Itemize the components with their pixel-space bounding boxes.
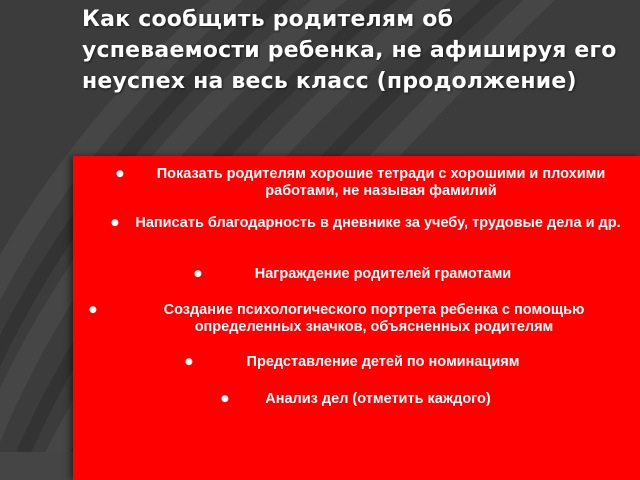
bullet-dot-icon: ● [116, 169, 124, 179]
bullet-item-text: Награждение родителей грамотами [254, 266, 512, 282]
bullet-dot-icon: ● [185, 357, 193, 367]
content-panel [73, 156, 640, 480]
bullet-item-text: Создание психологического портрета ребенка с помощью определенных значков, объясненных родителям [163, 302, 585, 335]
bullet-dot-icon: ● [111, 218, 119, 228]
list-item [223, 391, 533, 408]
list-item [203, 266, 563, 283]
bullet-dot-icon: ● [89, 305, 97, 315]
bullet-item-text: Представление детей по номинациям [246, 354, 520, 370]
list-item [193, 354, 573, 371]
slide-title: Как сообщить родителям об успеваемости ребенка, не афишируя его неуспех на весь класс (продолжение) [82, 7, 617, 94]
list-item [131, 166, 631, 200]
bullet-item-text: Написать благодарность в дневнике за учебу, трудовые дела и др. [135, 215, 621, 231]
bullet-dot-icon: ● [221, 394, 229, 404]
bullet-item-text: Показать родителям хорошие тетради с хорошими и плохими работами, не называя фамилий [156, 166, 606, 199]
bullet-item-text: Анализ дел (отметить каждого) [265, 391, 491, 407]
list-item [117, 215, 639, 232]
list-item [109, 302, 639, 336]
bullet-dot-icon: ● [194, 269, 202, 279]
